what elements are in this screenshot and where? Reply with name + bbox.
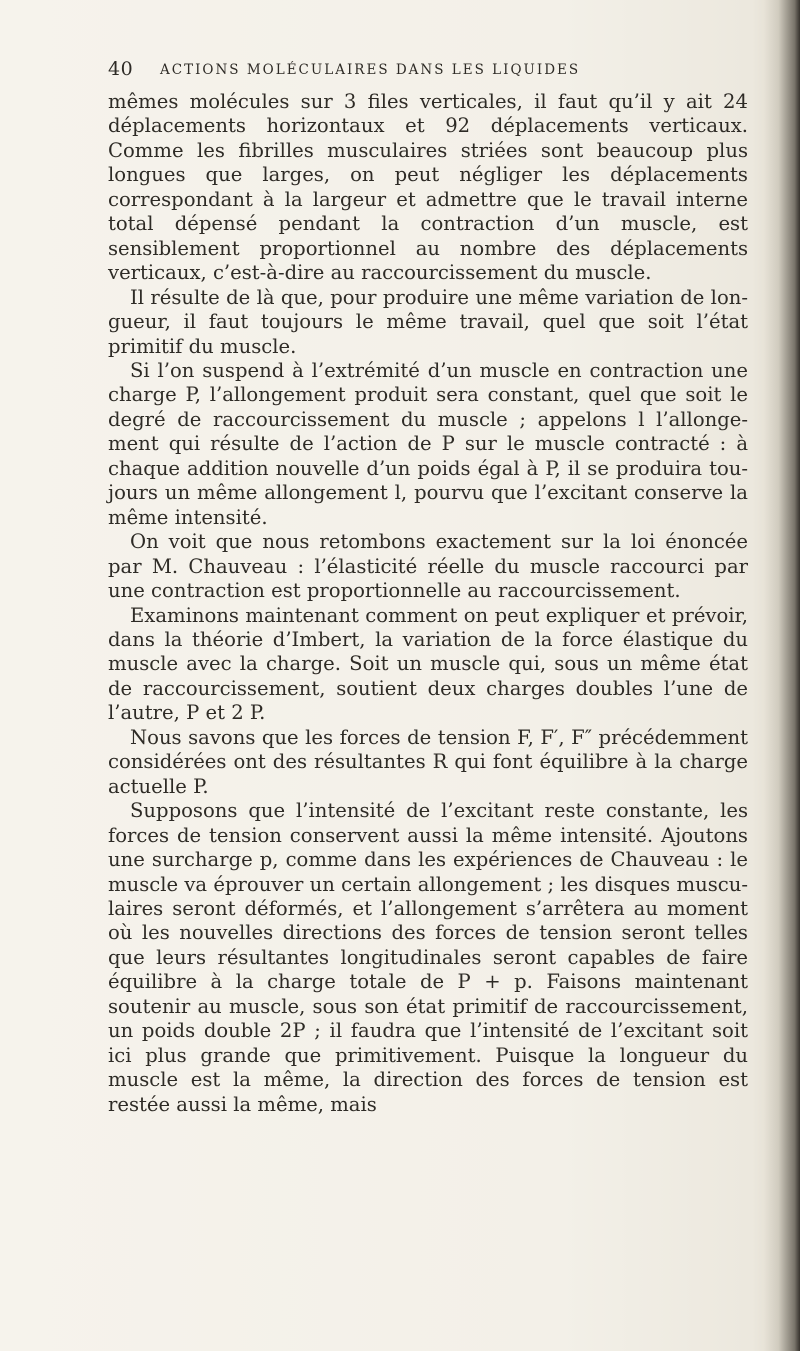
- paragraph-5: Examinons maintenant comment on peut expliquer et prévoir, dans la théorie d’Imbert, la variation de la force élastique du muscle avec la charge. Soit un muscle qui, sous un même état de raccourcissement, soutient deux charges doubles l’une de l’autre, P et 2 P.: [108, 603, 748, 725]
- paragraph-7: Supposons que l’intensité de l’excitant reste constante, les forces de tension conservent aussi la même intensité. Ajoutons une surcharge p, comme dans les expériences de Chauveau : le muscle va éprouver un certain allongement ; les disques musculaires seront déformés, et l’allongement s’arrêtera au moment où les nouvelles directions des forces de tension seront telles que leurs résultantes longitudinales seront capables de faire équilibre à la charge totale de P + p. Faisons maintenant soutenir au muscle, sous son état primitif de raccourcissement, un poids double 2P ; il faudra que l’intensité de l’excitant soit ici plus grande que primitivement. Puisque la longueur du muscle est la même, la direction des forces de tension est restée aussi la même, mais: [108, 799, 748, 1116]
- page-number: 40: [108, 58, 134, 80]
- paragraph-2: Il résulte de là que, pour produire une même variation de longueur, il faut toujours le même travail, quel que soit l’état primitif du muscle.: [108, 285, 748, 358]
- page-header: [108, 58, 748, 84]
- paragraph-3: Si l’on suspend à l’extrémité d’un muscle en contraction une charge P, l’allongement produit sera constant, quel que soit le degré de raccourcissement du muscle ; appelons l l’allongement qui résulte de l’action de P sur le muscle contracté : à chaque addition nouvelle d’un poids égal à P, il se produira toujours un même allongement l, pourvu que l’excitant conserve la même intensité.: [108, 358, 748, 529]
- paragraph-1: mêmes molécules sur 3 files verticales, il faut qu’il y ait 24 déplacements horizontaux et 92 déplacements verticaux. Comme les fibrilles musculaires striées sont beaucoup plus longues que larges, on peut négliger les déplacements correspondant à la largeur et admettre que le travail interne total dépensé pendant la contraction d’un muscle, est sensiblement proportionnel au nombre des déplacements verticaux, c’est-à-dire au raccourcissement du muscle.: [108, 90, 748, 285]
- paragraph-4: On voit que nous retombons exactement sur la loi énoncée par M. Chauveau : l’élasticité réelle du muscle raccourci par une contraction est proportionnelle au raccourcissement.: [108, 530, 748, 603]
- running-head: ACTIONS MOLÉCULAIRES DANS LES LIQUIDES: [160, 62, 581, 78]
- page-edge-shadow: [764, 0, 800, 1351]
- body-text: [108, 90, 748, 1117]
- paragraph-6: Nous savons que les forces de tension F, F′, F″ précédemment considérées ont des résultantes R qui font équilibre à la charge actuelle P.: [108, 725, 748, 798]
